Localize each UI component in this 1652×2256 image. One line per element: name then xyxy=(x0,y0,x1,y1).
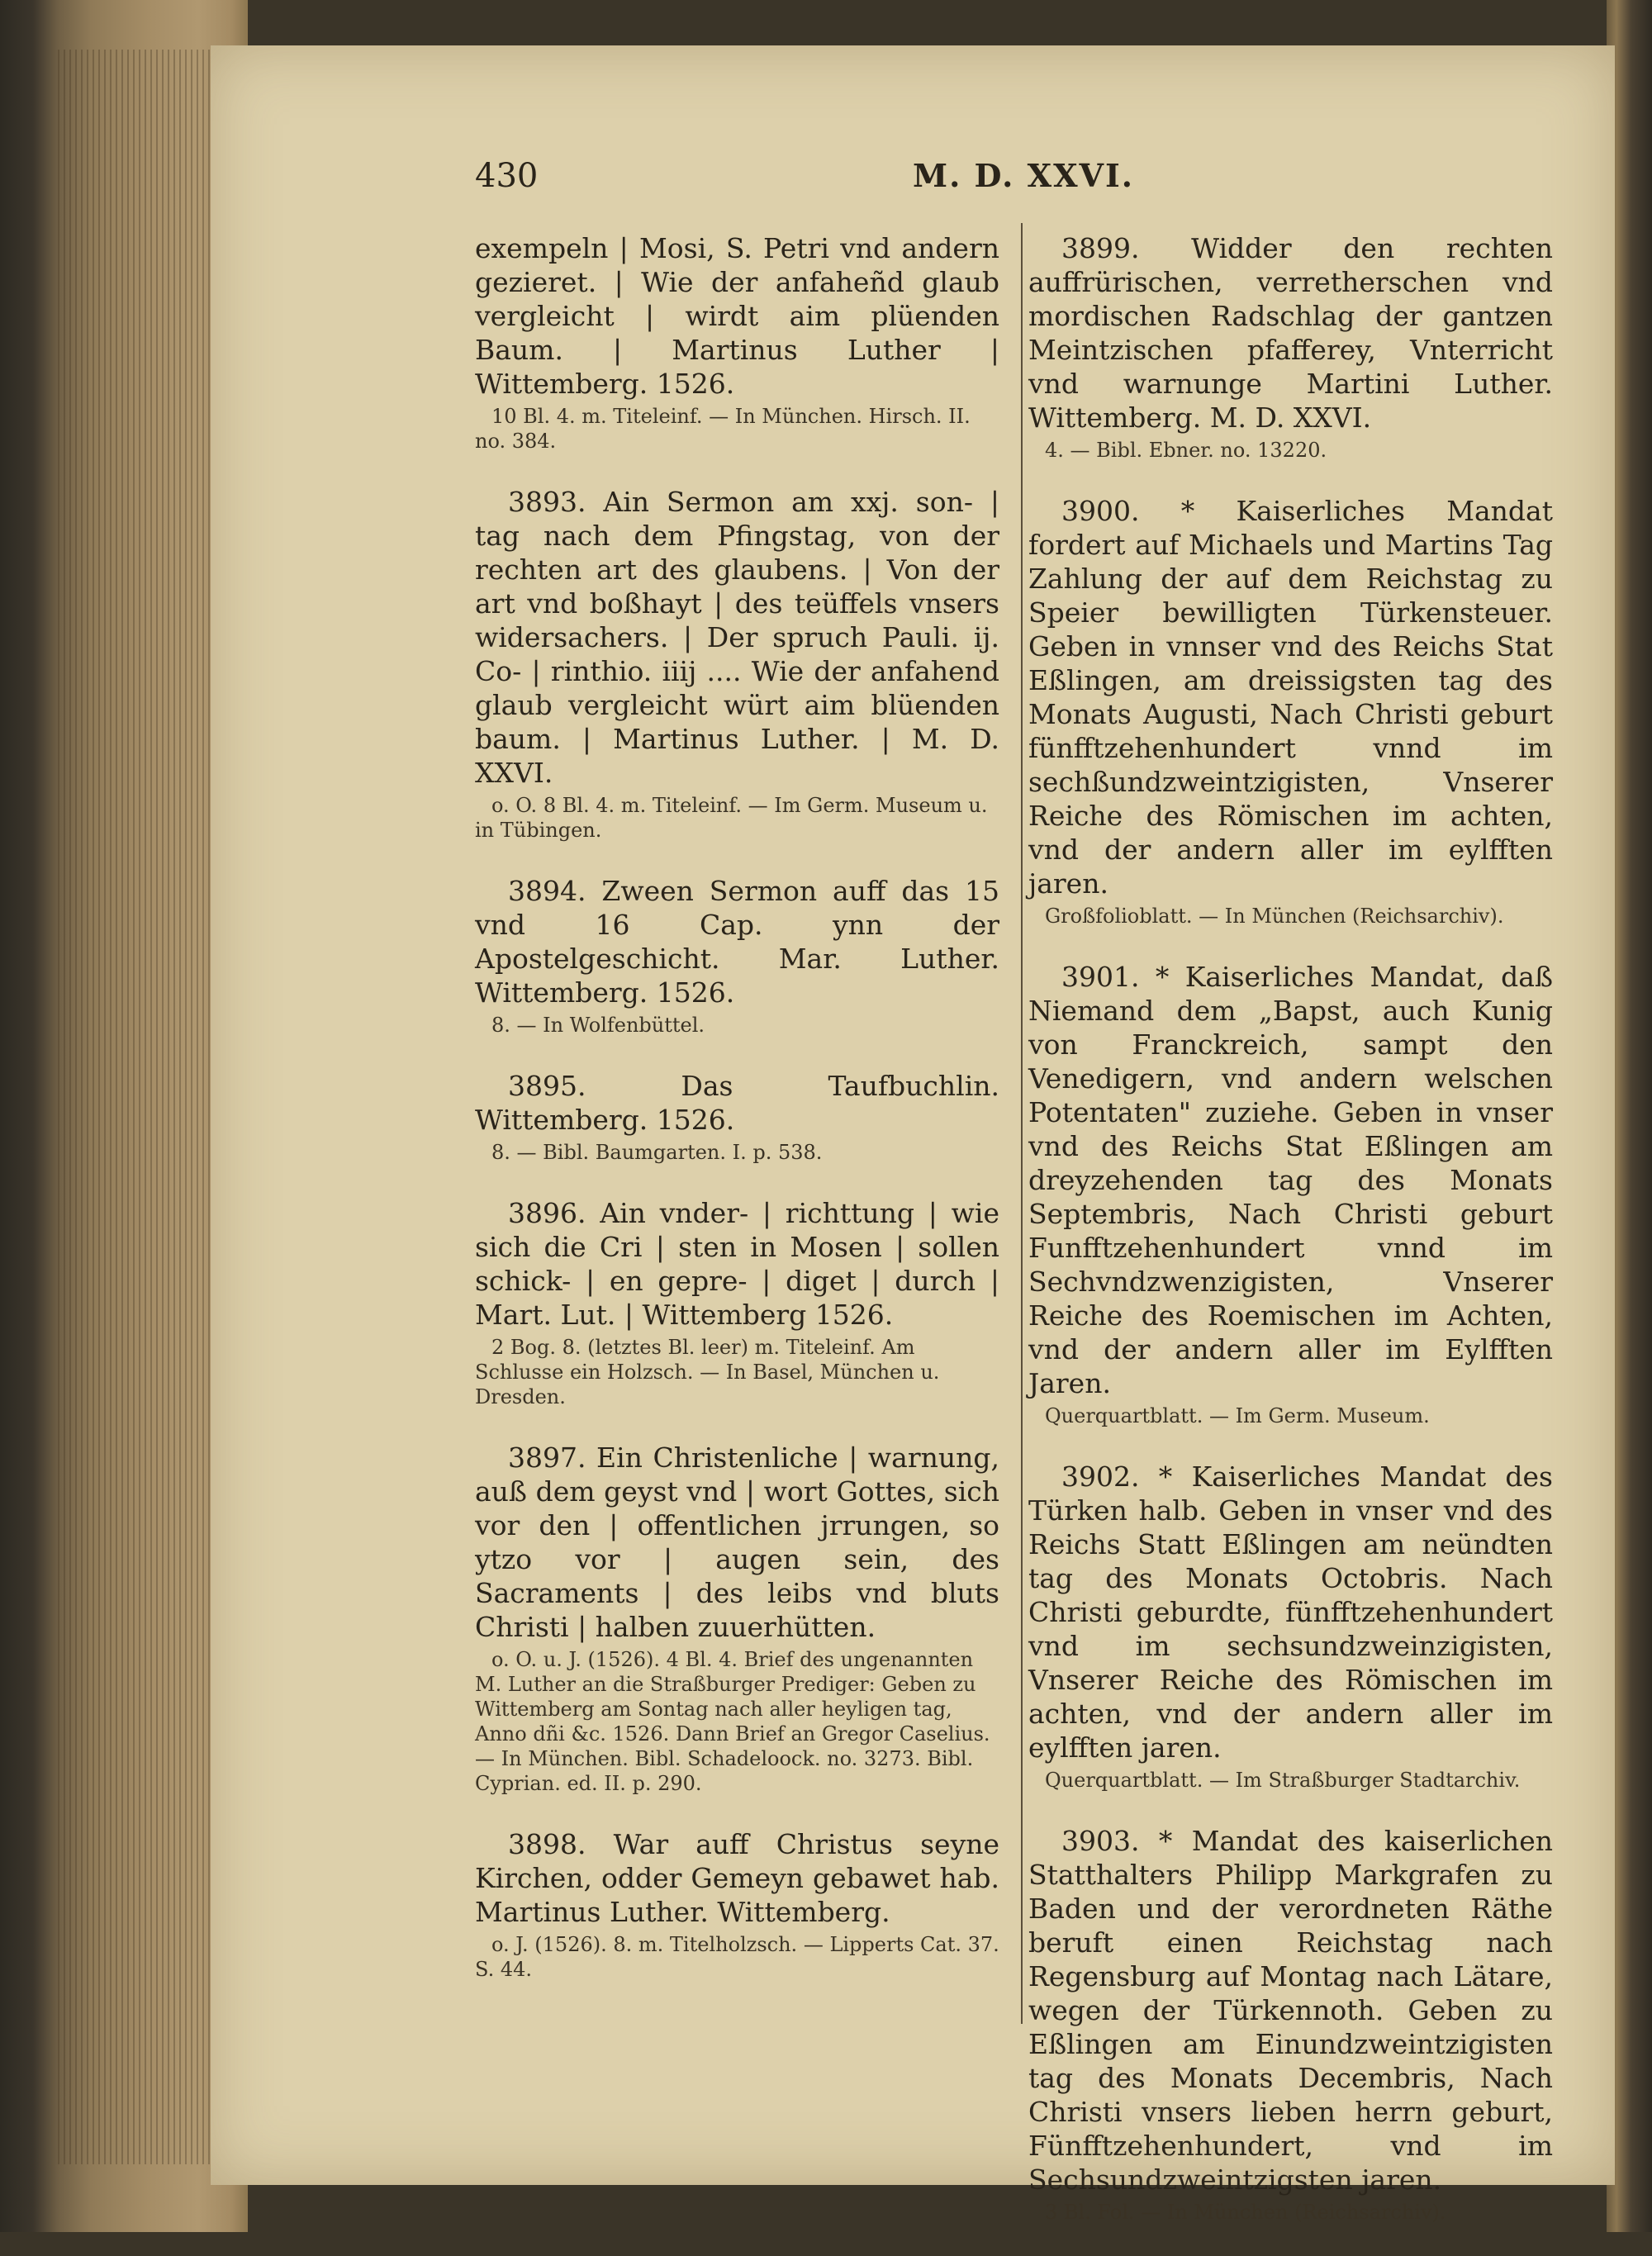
entry-note: Querquartblatt. — Im Straßburger Stadtarchiv. xyxy=(1045,1769,1521,1792)
bibliography-entry xyxy=(475,231,999,454)
left-column xyxy=(475,231,999,2013)
entry-note: 3 Bl. Fol. — In München (Reichsarchiv). xyxy=(1045,2201,1446,2224)
bibliography-entry xyxy=(475,874,999,1038)
bibliography-entry xyxy=(475,485,999,843)
entry-note: 4. — Bibl. Ebner. no. 13220. xyxy=(1045,439,1327,462)
entry-title: 3893. Ain Sermon am xxj. son- | tag nach dem Pfingstag, von der rechten art des glaubens. | Von der art vnd boßhayt | des teüffels vnsers widersachers. | Der spruch Pauli. ij. Co- | rinthio. iiij .... Wie der anfahend glaub vergleicht würt aim blüenden baum. | Martinus Luther. | M. D. XXVI. xyxy=(475,486,999,789)
entry-title: 3899. Widder den rechten auffrürischen, verretherschen vnd mordischen Radschlag der gantzen Meintzischen pfafferey, Vnterricht vnd warnunge Martini Luther. Wittemberg. M. D. XXVI. xyxy=(1028,232,1553,434)
entry-note: o. O. 8 Bl. 4. m. Titeleinf. — Im Germ. Museum u. in Tübingen. xyxy=(475,794,988,842)
entry-title: 3900. * Kaiserliches Mandat fordert auf Michaels und Martins Tag Zahlung der auf dem Reichstag zu Speier bewilligten Türkensteuer. Geben in vnnser vnd des Reichs Stat Eßlingen, am dreissigsten tag des Monats Augusti, Nach Christi geburt fünfftzehenhundert vnnd im sechßundzweintzigisten, Vnserer Reiche des Römischen im achten, vnd der andern aller im eylfften jaren. xyxy=(1028,495,1553,900)
entry-note: o. J. (1526). 8. m. Titelholzsch. — Lipperts Cat. 37. S. 44. xyxy=(475,1933,999,1981)
bibliography-entry xyxy=(1028,1824,1553,2225)
entry-title: 3902. * Kaiserliches Mandat des Türken halb. Geben in vnser vnd des Reichs Statt Eßlingen am neündten tag des Monats Octobris. Nach Christi geburdte, fünfftzehenhundert vnd im sechsundzweinzigisten, Vnserer Reiche des Römischen im achten, vnd der andern aller im eylfften jaren. xyxy=(1028,1460,1553,1764)
entry-note: 2 Bog. 8. (letztes Bl. leer) m. Titeleinf. Am Schlusse ein Holzsch. — In Basel, München u. Dresden. xyxy=(475,1336,940,1408)
bibliography-entry xyxy=(1028,231,1553,463)
entry-title: exempeln | Mosi, S. Petri vnd andern gezieret. | Wie der anfaheñd glaub vergleicht | wirdt aim plüenden Baum. | Martinus Luther | Wittemberg. 1526. xyxy=(475,232,999,400)
bibliography-entry xyxy=(475,1827,999,1982)
entry-title: 3897. Ein Christenliche | warnung, auß dem geyst vnd | wort Gottes, sich vor den | offentlichen jrrungen, so ytzo vor | augen sein, des Sacraments | des leibs vnd bluts Christi | halben zuuerhütten. xyxy=(475,1441,999,1643)
bibliography-entry xyxy=(1028,1460,1553,1793)
entry-note: 10 Bl. 4. m. Titeleinf. — In München. Hirsch. II. no. 384. xyxy=(475,405,971,453)
entry-title: 3895. Das Taufbuchlin. Wittemberg. 1526. xyxy=(475,1070,999,1136)
bibliography-entry xyxy=(1028,494,1553,929)
entry-title: 3901. * Kaiserliches Mandat, daß Niemand dem „Bapst, auch Kunig von Franckreich, sampt den Venedigern, vnd andern welschen Potentaten" zuziehe. Geben in vnser vnd des Reichs Stat Eßlingen am dreyzehenden tag des Monats Septembris, Nach Christi geburt Funfftzehenhundert vnnd im Sechvndzwenzigisten, Vnserer Reiche des Roemischen im Achten, vnd der andern aller im Eylfften Jaren. xyxy=(1028,961,1553,1399)
page-number: 430 xyxy=(475,157,539,195)
page-header xyxy=(475,157,1375,198)
entry-title: 3898. War auff Christus seyne Kirchen, odder Gemeyn gebawet hab. Martinus Luther. Wittemberg. xyxy=(475,1828,999,1928)
bibliography-entry xyxy=(475,1441,999,1796)
entry-title: 3894. Zween Sermon auff das 15 vnd 16 Cap. ynn der Apostelgeschicht. Mar. Luther. Wittemberg. 1526. xyxy=(475,875,999,1009)
entry-note: Querquartblatt. — Im Germ. Museum. xyxy=(1045,1404,1430,1427)
bibliography-entry xyxy=(475,1069,999,1165)
entry-note: 8. — Bibl. Baumgarten. I. p. 538. xyxy=(491,1141,823,1164)
column-divider xyxy=(1021,223,1023,2024)
entry-note: o. O. u. J. (1526). 4 Bl. 4. Brief des ungenannten M. Luther an die Straßburger Prediger: Geben zu Wittemberg am Sontag nach aller heyligen tag, Anno dñi &c. 1526. Dann Brief an Gregor Caselius. — In München. Bibl. Schadeloock. no. 3273. Bibl. Cyprian. ed. II. p. 290. xyxy=(475,1648,990,1795)
entry-title: 3903. * Mandat des kaiserlichen Statthalters Philipp Markgrafen zu Baden und der verordneten Räthe beruft einen Reichstag nach Regensburg auf Montag nach Lätare, wegen der Türkennoth. Geben zu Eßlingen am Einundzweintzigisten tag des Monats Decembris, Nach Christi vnsers lieben herrn geburt, Fünfftzehenhundert, vnd im Sechsundzweintzigsten jaren. xyxy=(1028,1825,1553,2196)
bibliography-entry xyxy=(1028,960,1553,1428)
running-title: M. D. XXVI. xyxy=(913,157,1135,194)
bibliography-entry xyxy=(475,1196,999,1409)
entry-title: 3896. Ain vnder- | richttung | wie sich die Cri | sten in Mosen | sollen schick- | en gepre- | diget | durch | Mart. Lut. | Wittemberg 1526. xyxy=(475,1197,999,1331)
entry-note: 8. — In Wolfenbüttel. xyxy=(491,1014,705,1037)
right-column xyxy=(1028,231,1553,2256)
entry-note: Großfolioblatt. — In München (Reichsarchiv). xyxy=(1045,905,1504,928)
